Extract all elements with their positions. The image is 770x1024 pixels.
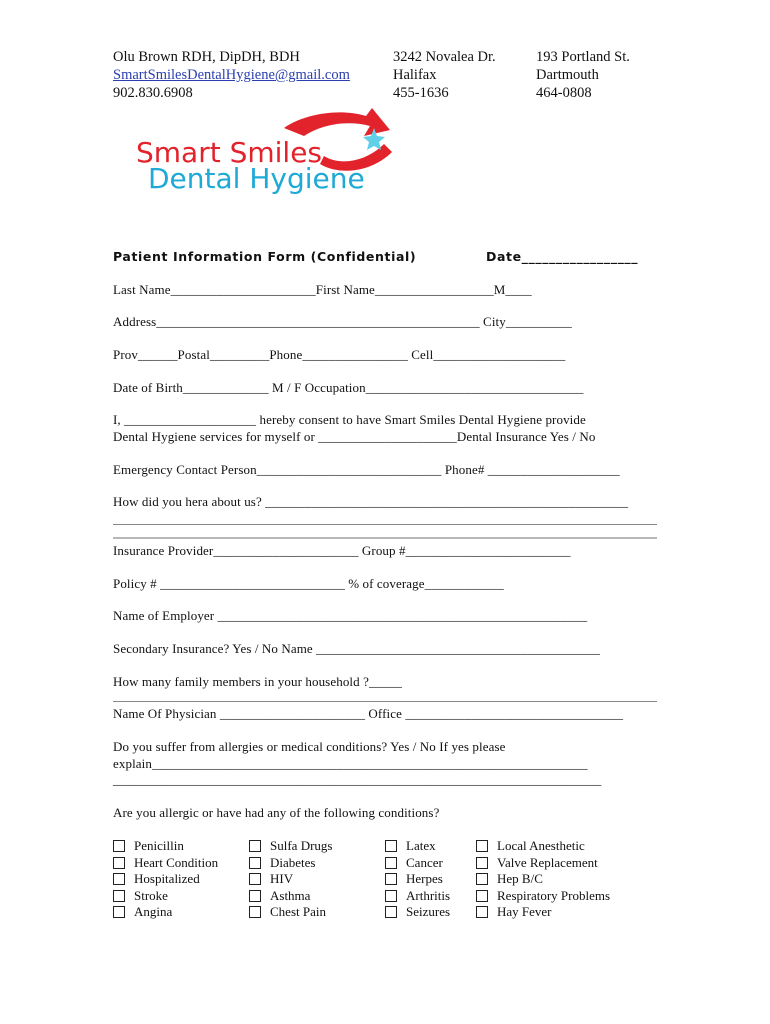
- condition-checkbox[interactable]: [113, 906, 125, 918]
- condition-label: Angina: [134, 904, 173, 919]
- condition-label: Penicillin: [134, 838, 184, 853]
- condition-checkbox[interactable]: [385, 890, 397, 902]
- dartmouth-street: 193 Portland St.: [536, 49, 630, 65]
- conditions-column-2: [249, 838, 332, 921]
- logo-line2: Dental Hygiene: [148, 162, 365, 195]
- conditions-column-4: [476, 838, 610, 921]
- dartmouth-phone: 464-0808: [536, 85, 592, 101]
- dartmouth-city: Dartmouth: [536, 67, 599, 83]
- condition-checkbox[interactable]: [249, 840, 261, 852]
- condition-item[interactable]: [385, 838, 450, 855]
- condition-label: Arthritis: [406, 887, 451, 903]
- conditions-column-1: [113, 838, 218, 921]
- email-link[interactable]: SmartSmilesDentalHygiene@gmail.com: [113, 67, 350, 83]
- condition-label: Respiratory Problems: [497, 887, 611, 903]
- condition-item[interactable]: [249, 855, 332, 872]
- condition-checkbox[interactable]: [385, 906, 397, 918]
- divider: [113, 701, 657, 702]
- condition-checkbox[interactable]: [476, 857, 488, 869]
- condition-checkbox[interactable]: [385, 857, 397, 869]
- condition-item[interactable]: [385, 855, 450, 872]
- condition-item[interactable]: [249, 838, 332, 855]
- condition-checkbox[interactable]: [476, 890, 488, 902]
- date-field[interactable]: Date_________________: [486, 249, 639, 264]
- condition-item[interactable]: [113, 855, 218, 872]
- condition-item[interactable]: [385, 888, 450, 905]
- condition-label: Sulfa Drugs: [270, 838, 333, 853]
- condition-label: Heart Condition: [134, 854, 219, 870]
- policy-line[interactable]: Policy # ____________________________ % of coverage____________: [113, 576, 504, 591]
- condition-label: Seizures: [406, 904, 451, 919]
- main-phone: 902.830.6908: [113, 85, 193, 101]
- condition-label: Cancer: [406, 854, 443, 870]
- condition-item[interactable]: [249, 871, 332, 888]
- header-dartmouth: [536, 48, 630, 102]
- consent-line-1[interactable]: I, ____________________ hereby consent to have Smart Smiles Dental Hygiene provide: [113, 412, 586, 427]
- referral-line[interactable]: How did you hera about us? _______________________________________________________: [113, 494, 629, 509]
- address-line[interactable]: Address_________________________________________________ City__________: [113, 314, 572, 329]
- condition-checkbox[interactable]: [476, 840, 488, 852]
- condition-item[interactable]: [113, 888, 218, 905]
- condition-label: Chest Pain: [270, 904, 326, 919]
- condition-checkbox[interactable]: [385, 873, 397, 885]
- condition-checkbox[interactable]: [476, 873, 488, 885]
- form-title: Patient Information Form (Confidential): [113, 249, 417, 264]
- divider: [113, 524, 657, 525]
- condition-item[interactable]: [476, 888, 610, 905]
- condition-item[interactable]: [476, 904, 610, 921]
- clinician-name: Olu Brown RDH, DipDH, BDH: [113, 49, 300, 65]
- explain-continued-line[interactable]: __________________________________________________________________________: [113, 772, 602, 787]
- header-contact: [113, 48, 350, 102]
- condition-checkbox[interactable]: [385, 840, 397, 852]
- condition-label: Hospitalized: [134, 871, 200, 886]
- condition-item[interactable]: [385, 904, 450, 921]
- halifax-city: Halifax: [393, 67, 437, 83]
- condition-label: Stroke: [134, 887, 168, 903]
- birth-line[interactable]: Date of Birth_____________ M / F Occupation_________________________________: [113, 380, 584, 395]
- condition-label: Hep B/C: [497, 871, 543, 886]
- secondary-insurance-line[interactable]: Secondary Insurance? Yes / No Name ___________________________________________: [113, 641, 600, 656]
- name-line[interactable]: Last Name______________________First Name__________________M____: [113, 282, 532, 297]
- halifax-street: 3242 Novalea Dr.: [393, 49, 496, 65]
- smart-smiles-logo: [134, 106, 424, 202]
- condition-checkbox[interactable]: [249, 890, 261, 902]
- condition-item[interactable]: [476, 871, 610, 888]
- condition-checkbox[interactable]: [113, 840, 125, 852]
- condition-checkbox[interactable]: [249, 906, 261, 918]
- condition-label: Latex: [406, 838, 436, 853]
- explain-line[interactable]: explain__________________________________________________________________: [113, 756, 588, 771]
- household-line[interactable]: How many family members in your household ?_____: [113, 674, 402, 689]
- insurance-line[interactable]: Insurance Provider______________________ Group #_________________________: [113, 543, 571, 558]
- condition-item[interactable]: [113, 904, 218, 921]
- employer-line[interactable]: Name of Employer ________________________________________________________: [113, 608, 588, 623]
- allergies-line[interactable]: Do you suffer from allergies or medical conditions? Yes / No If yes please: [113, 739, 506, 754]
- condition-item[interactable]: [385, 871, 450, 888]
- physician-line[interactable]: Name Of Physician ______________________ Office _________________________________: [113, 706, 624, 721]
- condition-checkbox[interactable]: [113, 857, 125, 869]
- condition-item[interactable]: [476, 855, 610, 872]
- emergency-line[interactable]: Emergency Contact Person____________________________ Phone# ____________________: [113, 462, 620, 477]
- condition-label: Valve Replacement: [497, 854, 598, 870]
- condition-checkbox[interactable]: [113, 890, 125, 902]
- header-halifax: [393, 48, 496, 102]
- condition-item[interactable]: [476, 838, 610, 855]
- condition-checkbox[interactable]: [249, 873, 261, 885]
- condition-label: Herpes: [406, 871, 443, 886]
- condition-checkbox[interactable]: [249, 857, 261, 869]
- condition-checkbox[interactable]: [113, 873, 125, 885]
- section-divider: [113, 537, 657, 539]
- conditions-column-3: [385, 838, 450, 921]
- halifax-phone: 455-1636: [393, 85, 449, 101]
- contact-line[interactable]: Prov______Postal_________Phone________________ Cell____________________: [113, 347, 566, 362]
- condition-label: Local Anesthetic: [497, 838, 585, 853]
- consent-line-2[interactable]: Dental Hygiene services for myself or _____________________Dental Insurance Yes / No: [113, 429, 596, 444]
- condition-item[interactable]: [113, 871, 218, 888]
- condition-label: Asthma: [270, 887, 311, 903]
- condition-item[interactable]: [113, 838, 218, 855]
- condition-item[interactable]: [249, 904, 332, 921]
- condition-label: Hay Fever: [497, 904, 552, 919]
- condition-label: Diabetes: [270, 854, 316, 870]
- condition-item[interactable]: [249, 888, 332, 905]
- conditions-question: Are you allergic or have had any of the following conditions?: [113, 805, 440, 820]
- condition-label: HIV: [270, 871, 294, 886]
- logo-line1: Smart Smiles: [136, 136, 323, 169]
- condition-checkbox[interactable]: [476, 906, 488, 918]
